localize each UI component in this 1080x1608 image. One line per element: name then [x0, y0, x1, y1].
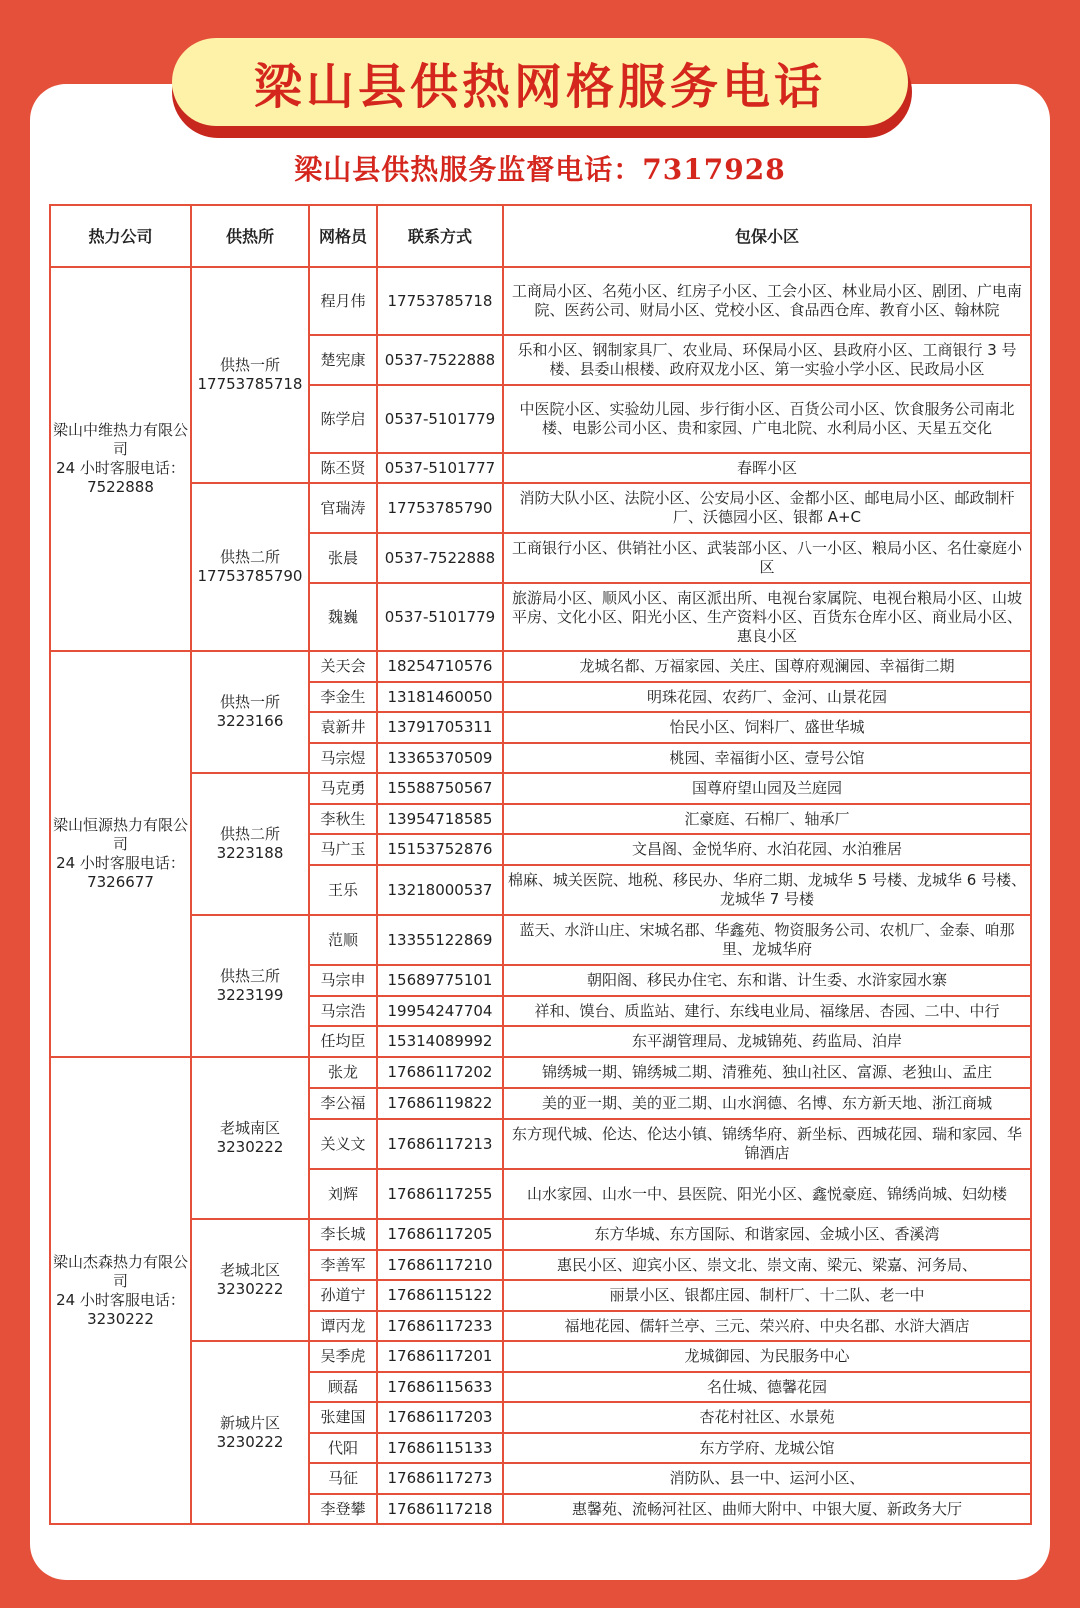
- staff-phone: 17686117233: [377, 1311, 503, 1341]
- staff-name: 孙道宁: [309, 1280, 377, 1311]
- company-cell: [50, 1057, 191, 1524]
- staff-phone: 17753785718: [377, 267, 503, 335]
- covered-areas: 国尊府望山园及兰庭园: [503, 773, 1031, 804]
- staff-name: 马克勇: [309, 773, 377, 804]
- covered-areas: 东方华城、东方国际、和谐家园、金城小区、香溪湾: [503, 1219, 1031, 1250]
- staff-name: 李善军: [309, 1250, 377, 1280]
- table-row: [50, 915, 1031, 965]
- staff-name: 李金生: [309, 682, 377, 712]
- staff-name: 刘辉: [309, 1169, 377, 1219]
- covered-areas: 福地花园、儒轩兰亭、三元、荣兴府、中央名郡、水浒大酒店: [503, 1311, 1031, 1341]
- staff-phone: 13365370509: [377, 743, 503, 773]
- station-cell: [191, 773, 309, 915]
- staff-name: 谭丙龙: [309, 1311, 377, 1341]
- staff-name: 代阳: [309, 1433, 377, 1463]
- staff-phone: 17686117203: [377, 1402, 503, 1433]
- staff-name: 李登攀: [309, 1494, 377, 1524]
- staff-phone: 18254710576: [377, 651, 503, 682]
- station-cell: [191, 651, 309, 773]
- staff-phone: 13954718585: [377, 804, 503, 834]
- station-cell: [191, 267, 309, 483]
- staff-phone: 0537-5101777: [377, 453, 503, 483]
- staff-phone: 17686117213: [377, 1119, 503, 1169]
- staff-name: 张龙: [309, 1057, 377, 1088]
- station-phone: 3223188: [216, 844, 284, 862]
- staff-phone: 17686119822: [377, 1088, 503, 1119]
- station-name: 供热二所: [219, 825, 280, 843]
- staff-phone: 17686117205: [377, 1219, 503, 1250]
- staff-phone: 17753785790: [377, 483, 503, 533]
- covered-areas: 惠民小区、迎宾小区、崇文北、崇文南、梁元、梁嘉、河务局、: [503, 1250, 1031, 1280]
- staff-name: 顾磊: [309, 1372, 377, 1402]
- staff-phone: 17686117210: [377, 1250, 503, 1280]
- covered-areas: 春晖小区: [503, 453, 1031, 483]
- station-phone: 3230222: [216, 1432, 284, 1451]
- staff-phone: 17686117255: [377, 1169, 503, 1219]
- staff-phone: 17686117273: [377, 1463, 503, 1494]
- station-cell: [191, 915, 309, 1057]
- covered-areas: 怡民小区、饲料厂、盛世华城: [503, 712, 1031, 743]
- staff-phone: 17686117202: [377, 1057, 503, 1088]
- covered-areas: 龙城御园、为民服务中心: [503, 1341, 1031, 1372]
- staff-name: 张晨: [309, 533, 377, 583]
- covered-areas: 乐和小区、钢制家具厂、农业局、环保局小区、县政府小区、工商银行 3 号楼、县委山根楼、政府双龙小区、第一实验小学小区、民政局小区: [503, 335, 1031, 385]
- staff-phone: 17686117201: [377, 1341, 503, 1372]
- company-hotline: 3230222: [87, 1309, 154, 1328]
- covered-areas: 文昌阁、金悦华府、水泊花园、水泊雅居: [503, 834, 1031, 865]
- station-cell: [191, 1219, 309, 1341]
- staff-phone: 15588750567: [377, 773, 503, 804]
- company-hotline-label: 24 小时客服电话：: [56, 459, 185, 477]
- staff-name: 楚宪康: [309, 335, 377, 385]
- covered-areas: 工商局小区、名苑小区、红房子小区、工会小区、林业局小区、剧团、广电南院、医药公司、财局小区、党校小区、食品西仓库、教育小区、翰林院: [503, 267, 1031, 335]
- covered-areas: 锦绣城一期、锦绣城二期、清雅苑、独山社区、富源、老独山、孟庄: [503, 1057, 1031, 1088]
- station-name: 老城南区: [219, 1119, 280, 1137]
- company-cell: [50, 651, 191, 1057]
- table-row: [50, 267, 1031, 335]
- staff-name: 袁新井: [309, 712, 377, 743]
- station-name: 供热二所: [219, 548, 280, 566]
- station-phone: 3223199: [216, 986, 284, 1004]
- company-hotline: 7326677: [87, 873, 154, 891]
- staff-phone: 0537-7522888: [377, 533, 503, 583]
- header-company: 热力公司: [50, 205, 191, 267]
- station-phone: 3223166: [216, 712, 284, 730]
- staff-name: 李公福: [309, 1088, 377, 1119]
- staff-phone: 0537-5101779: [377, 583, 503, 651]
- staff-name: 马征: [309, 1463, 377, 1494]
- service-table: [49, 204, 1032, 1525]
- staff-phone: 0537-7522888: [377, 335, 503, 385]
- table-row: [50, 1219, 1031, 1250]
- company-name: 梁山中维热力有限公司: [53, 421, 189, 458]
- table-row: [50, 773, 1031, 804]
- covered-areas: 蓝天、水浒山庄、宋城名郡、华鑫苑、物资服务公司、农机厂、金泰、咱那里、龙城华府: [503, 915, 1031, 965]
- staff-name: 马宗煜: [309, 743, 377, 773]
- station-phone: 17753785790: [197, 567, 303, 585]
- covered-areas: 山水家园、山水一中、县医院、阳光小区、鑫悦豪庭、锦绣尚城、妇幼楼: [503, 1169, 1031, 1219]
- supervision-hotline: 梁山县供热服务监督电话：7317928: [294, 153, 786, 186]
- station-cell: [191, 1057, 309, 1219]
- staff-name: 李长城: [309, 1219, 377, 1250]
- covered-areas: 工商银行小区、供销社小区、武装部小区、八一小区、粮局小区、名仕豪庭小区: [503, 533, 1031, 583]
- company-name: 梁山杰森热力有限公司: [53, 1252, 189, 1290]
- covered-areas: 明珠花园、农药厂、金河、山景花园: [503, 682, 1031, 712]
- table-row: [50, 1057, 1031, 1088]
- company-cell: [50, 267, 191, 651]
- staff-name: 陈丕贤: [309, 453, 377, 483]
- staff-phone: 15314089992: [377, 1026, 503, 1057]
- company-hotline: 7522888: [87, 478, 154, 496]
- covered-areas: 汇豪庭、石棉厂、轴承厂: [503, 804, 1031, 834]
- header-station: 供热所: [191, 205, 309, 267]
- staff-name: 马广玉: [309, 834, 377, 865]
- staff-name: 官瑞涛: [309, 483, 377, 533]
- covered-areas: 杏花村社区、水景苑: [503, 1402, 1031, 1433]
- covered-areas: 祥和、馍台、质监站、建行、东线电业局、福缘居、杏园、二中、中行: [503, 996, 1031, 1026]
- covered-areas: 东方现代城、伦达、伦达小镇、锦绣华府、新坐标、西城花园、瑞和家园、华锦酒店: [503, 1119, 1031, 1169]
- covered-areas: 旅游局小区、顺风小区、南区派出所、电视台家属院、电视台粮局小区、山坡平房、文化小区、阳光小区、生产资料小区、百货东仓库小区、商业局小区、惠良小区: [503, 583, 1031, 651]
- staff-name: 马宗浩: [309, 996, 377, 1026]
- staff-phone: 13218000537: [377, 865, 503, 915]
- covered-areas: 消防队、县一中、运河小区、: [503, 1463, 1031, 1494]
- staff-phone: 17686115133: [377, 1433, 503, 1463]
- staff-phone: 0537-5101779: [377, 385, 503, 453]
- header-areas: 包保小区: [503, 205, 1031, 267]
- staff-phone: 13181460050: [377, 682, 503, 712]
- station-name: 老城北区: [219, 1261, 280, 1279]
- station-cell: [191, 1341, 309, 1524]
- table-row: [50, 483, 1031, 533]
- staff-name: 马宗申: [309, 965, 377, 996]
- covered-areas: 中医院小区、实验幼儿园、步行街小区、百货公司小区、饮食服务公司南北楼、电影公司小区、贵和家园、广电北院、水利局小区、天星五交化: [503, 385, 1031, 453]
- company-hotline-label: 24 小时客服电话：: [56, 854, 185, 872]
- header-staff: 网格员: [309, 205, 377, 267]
- page-title: 梁山县供热网格服务电话: [253, 58, 826, 115]
- staff-phone: 13355122869: [377, 915, 503, 965]
- covered-areas: 龙城名都、万福家园、关庄、国尊府观澜园、幸福街二期: [503, 651, 1031, 682]
- title-banner: [172, 38, 908, 126]
- station-name: 新城片区: [219, 1413, 280, 1432]
- staff-name: 吴季虎: [309, 1341, 377, 1372]
- station-name: 供热三所: [219, 967, 280, 985]
- staff-phone: 19954247704: [377, 996, 503, 1026]
- table-row: [50, 651, 1031, 682]
- station-phone: 17753785718: [197, 375, 303, 393]
- covered-areas: 桃园、幸福街小区、壹号公馆: [503, 743, 1031, 773]
- staff-phone: 17686115122: [377, 1280, 503, 1311]
- staff-phone: 17686117218: [377, 1494, 503, 1524]
- covered-areas: 惠馨苑、流畅河社区、曲师大附中、中银大厦、新政务大厅: [503, 1494, 1031, 1524]
- covered-areas: 东平湖管理局、龙城锦苑、药监局、泊岸: [503, 1026, 1031, 1057]
- covered-areas: 棉麻、城关医院、地税、移民办、华府二期、龙城华 5 号楼、龙城华 6 号楼、龙城华 7 号楼: [503, 865, 1031, 915]
- staff-phone: 15153752876: [377, 834, 503, 865]
- company-hotline-label: 24 小时客服电话：: [56, 1290, 185, 1309]
- station-name: 供热一所: [219, 356, 280, 374]
- company-name: 梁山恒源热力有限公司: [53, 816, 189, 853]
- station-name: 供热一所: [219, 693, 280, 711]
- covered-areas: 东方学府、龙城公馆: [503, 1433, 1031, 1463]
- staff-name: 陈学启: [309, 385, 377, 453]
- staff-name: 王乐: [309, 865, 377, 915]
- staff-phone: 15689775101: [377, 965, 503, 996]
- staff-name: 张建国: [309, 1402, 377, 1433]
- covered-areas: 朝阳阁、移民办住宅、东和谐、计生委、水浒家园水寨: [503, 965, 1031, 996]
- staff-phone: 13791705311: [377, 712, 503, 743]
- covered-areas: 消防大队小区、法院小区、公安局小区、金都小区、邮电局小区、邮政制杆厂、沃德园小区、银都 A+C: [503, 483, 1031, 533]
- staff-name: 任均臣: [309, 1026, 377, 1057]
- station-phone: 3230222: [216, 1138, 284, 1156]
- staff-name: 李秋生: [309, 804, 377, 834]
- covered-areas: 丽景小区、银都庄园、制杆厂、十二队、老一中: [503, 1280, 1031, 1311]
- staff-name: 关义文: [309, 1119, 377, 1169]
- header-phone: 联系方式: [377, 205, 503, 267]
- station-phone: 3230222: [216, 1280, 284, 1298]
- staff-name: 范顺: [309, 915, 377, 965]
- staff-phone: 17686115633: [377, 1372, 503, 1402]
- staff-name: 魏巍: [309, 583, 377, 651]
- station-cell: [191, 483, 309, 651]
- table-header-row: [50, 205, 1031, 267]
- staff-name: 关天会: [309, 651, 377, 682]
- table-row: [50, 1341, 1031, 1372]
- covered-areas: 美的亚一期、美的亚二期、山水润德、名博、东方新天地、浙江商城: [503, 1088, 1031, 1119]
- covered-areas: 名仕城、德馨花园: [503, 1372, 1031, 1402]
- staff-name: 程月伟: [309, 267, 377, 335]
